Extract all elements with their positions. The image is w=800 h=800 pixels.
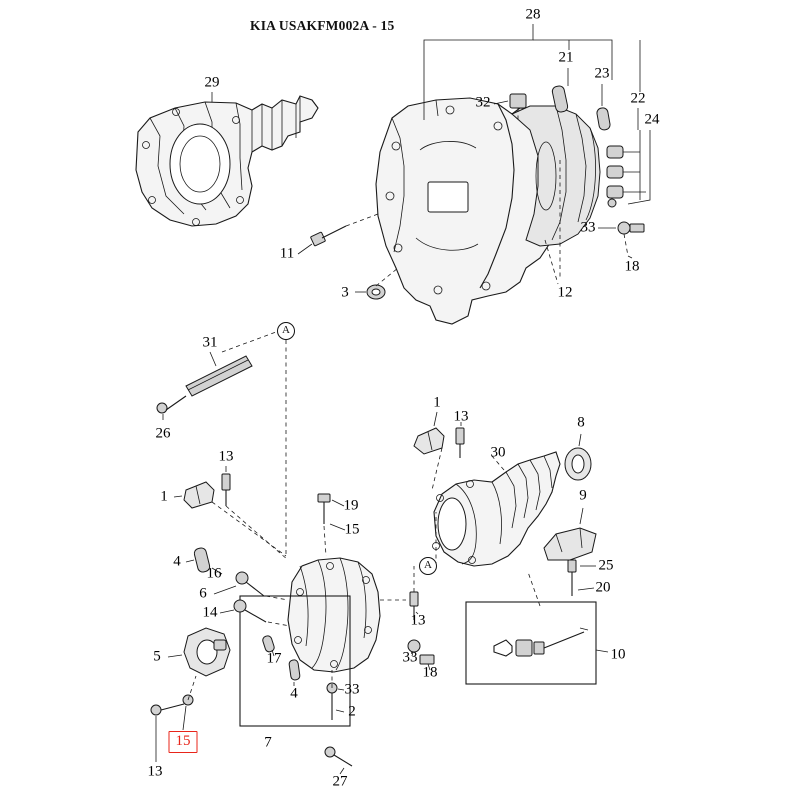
part-25-20 xyxy=(568,560,596,596)
part-30-assembly xyxy=(433,452,561,566)
callout-13-upper-right: 13 xyxy=(453,408,469,425)
callout-22: 22 xyxy=(630,90,646,107)
callout-15-upper: 15 xyxy=(344,521,360,538)
callout-12: 12 xyxy=(557,284,573,301)
callout-21: 21 xyxy=(558,49,574,66)
callout-24: 24 xyxy=(644,111,660,128)
callout-15-highlighted[interactable]: 15 xyxy=(169,731,198,753)
parts-19-15 xyxy=(318,494,345,556)
callout-18-center: 18 xyxy=(422,664,438,681)
part-26 xyxy=(157,396,186,420)
callout-2: 2 xyxy=(348,703,356,720)
callout-31: 31 xyxy=(202,334,218,351)
callout-6: 6 xyxy=(199,585,207,602)
callout-29: 29 xyxy=(204,74,220,91)
callout-30: 30 xyxy=(490,444,506,461)
reference-letter-a-left: A xyxy=(277,322,295,340)
callout-20: 20 xyxy=(595,579,611,596)
callout-9: 9 xyxy=(579,487,587,504)
callout-3: 3 xyxy=(341,284,349,301)
callout-14: 14 xyxy=(202,604,218,621)
callout-19: 19 xyxy=(343,497,359,514)
callout-5: 5 xyxy=(153,648,161,665)
part-11 xyxy=(298,214,378,254)
callout-8: 8 xyxy=(577,414,585,431)
callout-25: 25 xyxy=(598,557,614,574)
part-33-18-top xyxy=(598,222,644,258)
reference-letter-a-right: A xyxy=(419,557,437,575)
callout-16: 16 xyxy=(206,565,222,582)
part-3 xyxy=(355,268,398,299)
callout-17: 17 xyxy=(266,650,282,667)
callout-33-top: 33 xyxy=(580,219,596,236)
callout-13-center: 13 xyxy=(410,612,426,629)
part-7-assembly xyxy=(240,558,380,726)
parts-1-13-left xyxy=(174,466,288,560)
callout-27: 27 xyxy=(332,773,348,790)
callout-33-bottom: 33 xyxy=(344,681,360,698)
callout-4-bottom: 4 xyxy=(290,685,298,702)
callout-10: 10 xyxy=(610,646,626,663)
part-8 xyxy=(565,434,591,480)
callout-1-left: 1 xyxy=(160,488,168,505)
callout-11: 11 xyxy=(279,245,295,262)
page-title: KIA USAKFM002A - 15 xyxy=(250,18,395,33)
callout-32: 32 xyxy=(475,94,491,111)
part-29-assembly xyxy=(136,96,318,226)
callout-23: 23 xyxy=(594,65,610,82)
callout-18-top: 18 xyxy=(624,258,640,275)
callout-26: 26 xyxy=(155,425,171,442)
callout-28: 28 xyxy=(525,6,541,23)
callout-1-upper-right: 1 xyxy=(433,394,441,411)
callout-4-left: 4 xyxy=(173,553,181,570)
callout-33-center: 33 xyxy=(402,649,418,666)
part-31-assembly xyxy=(186,332,276,396)
callout-13-left: 13 xyxy=(218,448,234,465)
callout-7: 7 xyxy=(264,734,272,751)
part-9 xyxy=(544,508,596,560)
callout-13-bottom: 13 xyxy=(147,763,163,780)
